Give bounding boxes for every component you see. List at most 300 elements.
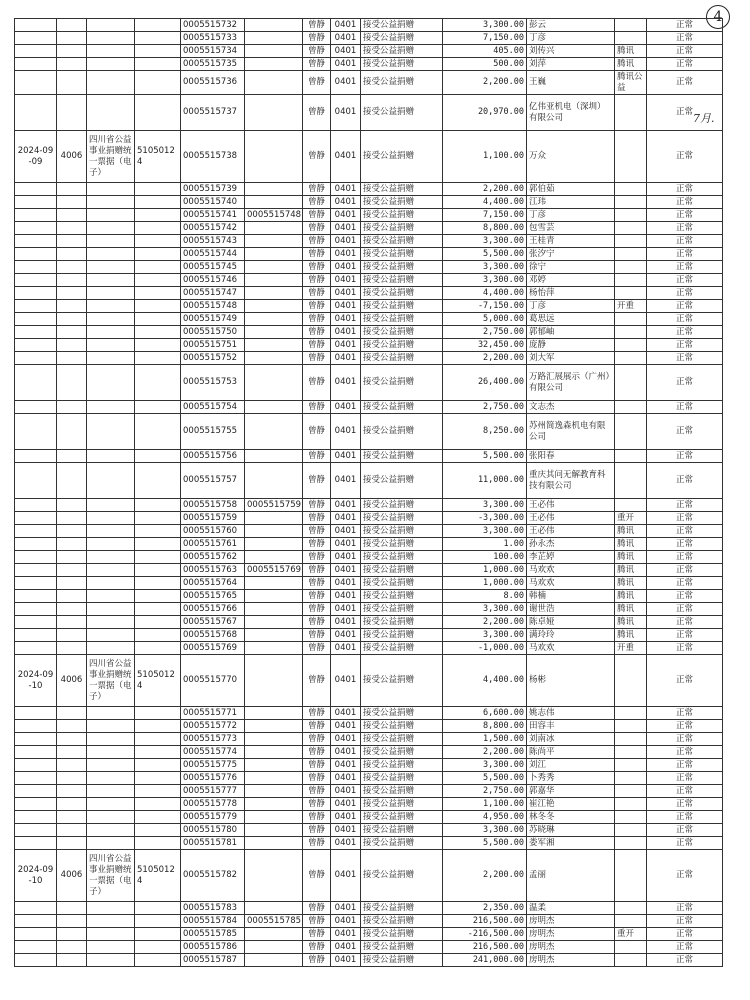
code-cell [57,525,87,538]
date-cell [15,551,57,564]
amount-cell: 5,500.00 [443,837,527,850]
org-code-cell [135,183,181,196]
amount-cell: 6,600.00 [443,707,527,720]
status-cell: 正常 [647,19,723,32]
dept-code-cell: 0401 [331,707,361,720]
channel-note-cell: 重开 [615,512,647,525]
receipt-type-cell [87,58,135,71]
code-cell [57,746,87,759]
dept-code-cell: 0401 [331,58,361,71]
reference-number-cell [245,746,303,759]
dept-code-cell: 0401 [331,326,361,339]
table-row [15,590,723,603]
dept-code-cell: 0401 [331,300,361,313]
channel-note-cell [615,746,647,759]
status-cell: 正常 [647,209,723,222]
date-cell [15,287,57,300]
amount-cell: 20,970.00 [443,95,527,131]
table-row [15,577,723,590]
code-cell [57,577,87,590]
item-cell: 接受公益捐赠 [361,131,443,183]
code-cell [57,71,87,95]
status-cell: 正常 [647,45,723,58]
dept-code-cell: 0401 [331,183,361,196]
invoice-number-cell: 0005515781 [181,837,245,850]
invoice-number-cell: 0005515751 [181,339,245,352]
table-row [15,261,723,274]
handler-cell: 曾静 [303,401,331,414]
item-cell: 接受公益捐赠 [361,512,443,525]
amount-cell: 2,200.00 [443,183,527,196]
handler-cell: 曾静 [303,954,331,967]
org-code-cell [135,401,181,414]
channel-note-cell [615,183,647,196]
invoice-number-cell: 0005515763 [181,564,245,577]
reference-number-cell [245,954,303,967]
item-cell: 接受公益捐赠 [361,19,443,32]
receipt-type-cell [87,209,135,222]
amount-cell: 8,800.00 [443,222,527,235]
table-row [15,551,723,564]
invoice-number-cell: 0005515771 [181,707,245,720]
reference-number-cell [245,629,303,642]
org-code-cell [135,339,181,352]
code-cell [57,629,87,642]
reference-number-cell [245,941,303,954]
handler-cell: 曾静 [303,915,331,928]
amount-cell: 1.00 [443,538,527,551]
code-cell: 4006 [57,655,87,707]
invoice-number-cell: 0005515769 [181,642,245,655]
dept-code-cell: 0401 [331,222,361,235]
amount-cell: 3,300.00 [443,499,527,512]
status-cell: 正常 [647,512,723,525]
dept-code-cell: 0401 [331,499,361,512]
code-cell [57,564,87,577]
reference-number-cell [245,274,303,287]
amount-cell: 216,500.00 [443,941,527,954]
receipt-type-cell [87,772,135,785]
handler-cell: 曾静 [303,538,331,551]
table-row [15,450,723,463]
table-row [15,196,723,209]
amount-cell: 2,200.00 [443,71,527,95]
receipt-type-cell: 四川省公益事业捐赠统一票据（电子） [87,850,135,902]
table-row [15,759,723,772]
reference-number-cell: 0005515748 [245,209,303,222]
item-cell: 接受公益捐赠 [361,746,443,759]
item-cell: 接受公益捐赠 [361,209,443,222]
invoice-number-cell: 0005515740 [181,196,245,209]
donor-name-cell: 韩楠 [527,590,615,603]
item-cell: 接受公益捐赠 [361,577,443,590]
donor-name-cell: 丁彦 [527,209,615,222]
channel-note-cell: 腾讯 [615,577,647,590]
handler-cell: 曾静 [303,45,331,58]
reference-number-cell [245,235,303,248]
code-cell [57,837,87,850]
handler-cell: 曾静 [303,499,331,512]
amount-cell: -3,300.00 [443,512,527,525]
handler-cell: 曾静 [303,414,331,450]
dept-code-cell: 0401 [331,209,361,222]
amount-cell: 2,750.00 [443,326,527,339]
reference-number-cell [245,313,303,326]
donor-name-cell: 包雪芸 [527,222,615,235]
table-row [15,32,723,45]
item-cell: 接受公益捐赠 [361,313,443,326]
receipt-type-cell [87,603,135,616]
item-cell: 接受公益捐赠 [361,525,443,538]
dept-code-cell: 0401 [331,811,361,824]
item-cell: 接受公益捐赠 [361,326,443,339]
donor-name-cell: 田容丰 [527,720,615,733]
amount-cell: 11,000.00 [443,463,527,499]
handler-cell: 曾静 [303,603,331,616]
item-cell: 接受公益捐赠 [361,248,443,261]
channel-note-cell [615,798,647,811]
channel-note-cell [615,19,647,32]
invoice-number-cell: 0005515752 [181,352,245,365]
receipt-type-cell [87,915,135,928]
org-code-cell [135,824,181,837]
date-cell [15,733,57,746]
code-cell [57,616,87,629]
table-row [15,45,723,58]
reference-number-cell [245,450,303,463]
invoice-number-cell: 0005515749 [181,313,245,326]
status-cell: 正常 [647,196,723,209]
receipt-type-cell [87,300,135,313]
handler-cell: 曾静 [303,71,331,95]
reference-number-cell [245,71,303,95]
table-row [15,352,723,365]
donor-name-cell: 房明杰 [527,941,615,954]
receipt-type-cell [87,339,135,352]
amount-cell: -7,150.00 [443,300,527,313]
org-code-cell [135,463,181,499]
amount-cell: 405.00 [443,45,527,58]
receipt-type-cell [87,414,135,450]
reference-number-cell [245,577,303,590]
dept-code-cell: 0401 [331,71,361,95]
date-cell [15,401,57,414]
table-row [15,248,723,261]
code-cell [57,772,87,785]
amount-cell: 1,500.00 [443,733,527,746]
reference-number-cell [245,19,303,32]
channel-note-cell [615,707,647,720]
org-code-cell [135,365,181,401]
code-cell [57,248,87,261]
code-cell [57,512,87,525]
amount-cell: 8.00 [443,590,527,603]
donor-name-cell: 庞静 [527,339,615,352]
dept-code-cell: 0401 [331,551,361,564]
item-cell: 接受公益捐赠 [361,235,443,248]
handler-cell: 曾静 [303,941,331,954]
donor-name-cell: 刘传兴 [527,45,615,58]
handler-cell: 曾静 [303,772,331,785]
donor-name-cell: 陈卓娅 [527,616,615,629]
item-cell: 接受公益捐赠 [361,551,443,564]
item-cell: 接受公益捐赠 [361,339,443,352]
amount-cell: -1,000.00 [443,642,527,655]
org-code-cell [135,577,181,590]
channel-note-cell [615,131,647,183]
table-row [15,733,723,746]
date-cell [15,414,57,450]
dept-code-cell: 0401 [331,401,361,414]
amount-cell: 216,500.00 [443,915,527,928]
org-code-cell [135,352,181,365]
channel-note-cell [615,733,647,746]
table-row [15,824,723,837]
channel-note-cell: 腾讯 [615,58,647,71]
receipt-type-cell [87,616,135,629]
invoice-number-cell: 0005515734 [181,45,245,58]
org-code-cell [135,525,181,538]
amount-cell: 4,400.00 [443,655,527,707]
code-cell [57,928,87,941]
dept-code-cell: 0401 [331,577,361,590]
org-code-cell [135,19,181,32]
receipt-type-cell [87,746,135,759]
org-code-cell [135,326,181,339]
table-row [15,642,723,655]
receipt-type-cell [87,365,135,401]
item-cell: 接受公益捐赠 [361,642,443,655]
amount-cell: 3,300.00 [443,235,527,248]
status-cell: 正常 [647,590,723,603]
table-row [15,222,723,235]
invoice-number-cell: 0005515783 [181,902,245,915]
dept-code-cell: 0401 [331,131,361,183]
donor-name-cell: 马欢欢 [527,642,615,655]
amount-cell: 1,100.00 [443,131,527,183]
invoice-number-cell: 0005515785 [181,928,245,941]
donor-name-cell: 张阳春 [527,450,615,463]
org-code-cell [135,954,181,967]
code-cell [57,313,87,326]
handler-cell: 曾静 [303,902,331,915]
item-cell: 接受公益捐赠 [361,463,443,499]
reference-number-cell [245,131,303,183]
table-row [15,525,723,538]
invoice-number-cell: 0005515745 [181,261,245,274]
code-cell [57,365,87,401]
reference-number-cell [245,850,303,902]
table-row [15,746,723,759]
handwritten-side-note: 7月. [693,112,715,125]
code-cell [57,300,87,313]
receipt-type-cell [87,222,135,235]
status-cell: 正常 [647,798,723,811]
org-code-cell [135,32,181,45]
item-cell: 接受公益捐赠 [361,772,443,785]
donor-name-cell: 马欢欢 [527,564,615,577]
item-cell: 接受公益捐赠 [361,798,443,811]
receipt-type-cell [87,798,135,811]
amount-cell: 2,750.00 [443,785,527,798]
item-cell: 接受公益捐赠 [361,222,443,235]
date-cell [15,902,57,915]
code-cell [57,261,87,274]
item-cell: 接受公益捐赠 [361,837,443,850]
handler-cell: 曾静 [303,326,331,339]
reference-number-cell [245,642,303,655]
donor-name-cell: 王巍 [527,71,615,95]
date-cell [15,32,57,45]
code-cell [57,759,87,772]
date-cell: 2024-09-10 [15,850,57,902]
receipt-type-cell [87,499,135,512]
reference-number-cell [245,928,303,941]
code-cell [57,401,87,414]
date-cell [15,300,57,313]
receipt-type-cell [87,313,135,326]
donor-name-cell: 孟丽 [527,850,615,902]
status-cell: 正常 [647,499,723,512]
page-number-mark: 4 [706,5,730,29]
receipt-type-cell [87,642,135,655]
date-cell [15,58,57,71]
donor-name-cell: 张汐宁 [527,248,615,261]
handler-cell: 曾静 [303,287,331,300]
reference-number-cell [245,222,303,235]
status-cell: 正常 [647,261,723,274]
item-cell: 接受公益捐赠 [361,261,443,274]
channel-note-cell [615,235,647,248]
donor-name-cell: 王必伟 [527,525,615,538]
table-row [15,837,723,850]
invoice-number-cell: 0005515743 [181,235,245,248]
channel-note-cell [615,811,647,824]
status-cell: 正常 [647,928,723,941]
org-code-cell [135,928,181,941]
item-cell: 接受公益捐赠 [361,902,443,915]
handler-cell: 曾静 [303,629,331,642]
dept-code-cell: 0401 [331,365,361,401]
receipt-type-cell [87,824,135,837]
channel-note-cell: 腾讯 [615,590,647,603]
code-cell [57,954,87,967]
org-code-cell [135,274,181,287]
item-cell: 接受公益捐赠 [361,287,443,300]
date-cell [15,196,57,209]
date-cell [15,450,57,463]
invoice-number-cell: 0005515754 [181,401,245,414]
dept-code-cell: 0401 [331,45,361,58]
invoice-number-cell: 0005515736 [181,71,245,95]
amount-cell: 2,350.00 [443,902,527,915]
donor-name-cell: 郭嘉华 [527,785,615,798]
donor-name-cell: 杨怡萍 [527,287,615,300]
reference-number-cell [245,261,303,274]
date-cell [15,772,57,785]
donor-name-cell: 王桂青 [527,235,615,248]
receipt-type-cell: 四川省公益事业捐赠统一票据（电子） [87,131,135,183]
donor-name-cell: 王必伟 [527,499,615,512]
table-row [15,954,723,967]
code-cell: 4006 [57,131,87,183]
handler-cell: 曾静 [303,183,331,196]
handler-cell: 曾静 [303,577,331,590]
status-cell: 正常 [647,837,723,850]
handler-cell: 曾静 [303,19,331,32]
ledger-body [15,19,723,967]
receipt-type-cell [87,590,135,603]
receipt-type-cell: 四川省公益事业捐赠统一票据（电子） [87,655,135,707]
code-cell [57,551,87,564]
channel-note-cell [615,339,647,352]
status-cell: 正常 [647,902,723,915]
handler-cell: 曾静 [303,850,331,902]
donor-name-cell: 万路汇展展示（广州）有限公司 [527,365,615,401]
status-cell: 正常 [647,32,723,45]
table-row [15,603,723,616]
donor-name-cell: 亿伟亚机电（深圳）有限公司 [527,95,615,131]
table-row [15,720,723,733]
item-cell: 接受公益捐赠 [361,707,443,720]
table-row [15,850,723,902]
receipt-type-cell [87,45,135,58]
item-cell: 接受公益捐赠 [361,616,443,629]
dept-code-cell: 0401 [331,414,361,450]
handler-cell: 曾静 [303,785,331,798]
date-cell [15,616,57,629]
dept-code-cell: 0401 [331,746,361,759]
org-code-cell [135,248,181,261]
dept-code-cell: 0401 [331,603,361,616]
receipt-type-cell [87,538,135,551]
donor-name-cell: 郭伯茹 [527,183,615,196]
code-cell [57,209,87,222]
table-row [15,183,723,196]
invoice-number-cell: 0005515766 [181,603,245,616]
invoice-number-cell: 0005515757 [181,463,245,499]
handler-cell: 曾静 [303,551,331,564]
amount-cell: 5,500.00 [443,450,527,463]
donor-name-cell: 刘江 [527,759,615,772]
channel-note-cell [615,824,647,837]
code-cell [57,95,87,131]
status-cell: 正常 [647,414,723,450]
handler-cell: 曾静 [303,131,331,183]
amount-cell: 3,300.00 [443,629,527,642]
reference-number-cell [245,902,303,915]
date-cell [15,71,57,95]
status-cell: 正常 [647,131,723,183]
table-row [15,616,723,629]
code-cell [57,287,87,300]
handler-cell: 曾静 [303,746,331,759]
receipt-type-cell [87,95,135,131]
code-cell [57,235,87,248]
status-cell: 正常 [647,326,723,339]
reference-number-cell [245,326,303,339]
donor-name-cell: 房明杰 [527,954,615,967]
item-cell: 接受公益捐赠 [361,401,443,414]
channel-note-cell [615,95,647,131]
donor-name-cell: 马欢欢 [527,577,615,590]
status-cell: 正常 [647,733,723,746]
status-cell: 正常 [647,352,723,365]
org-code-cell [135,512,181,525]
invoice-number-cell: 0005515761 [181,538,245,551]
date-cell [15,642,57,655]
org-code-cell: 51050124 [135,850,181,902]
